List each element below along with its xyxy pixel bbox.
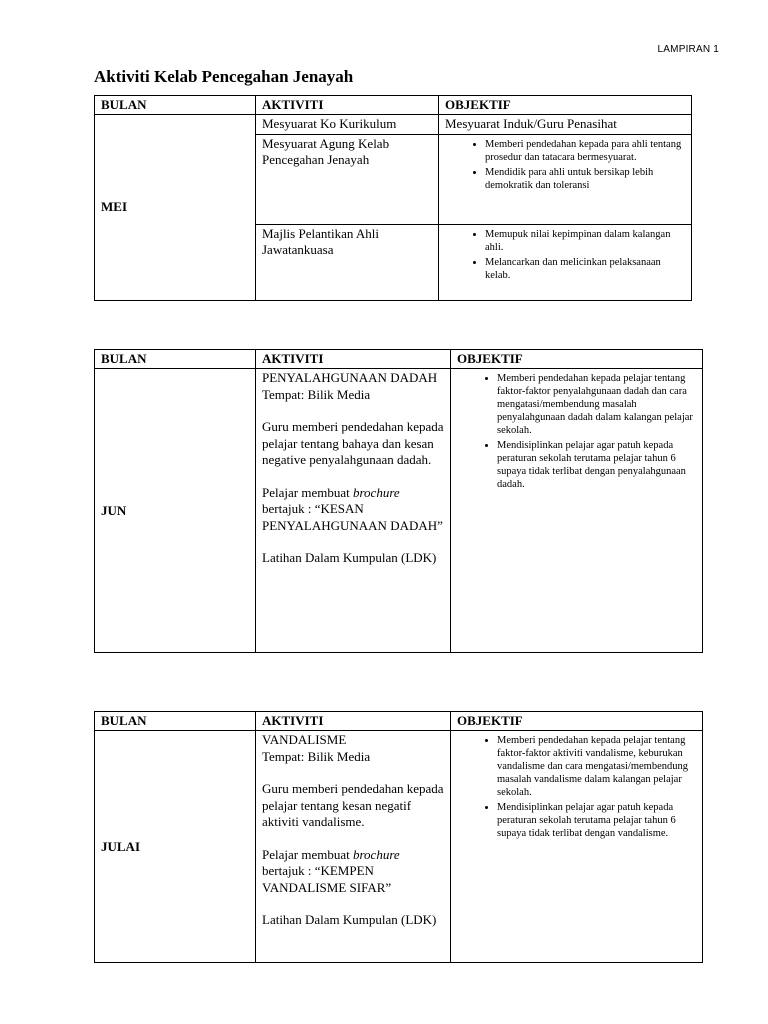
document-title: Aktiviti Kelab Pencegahan Jenayah (94, 67, 354, 86)
month-cell: MEI (95, 115, 256, 301)
list-item: • Mendidik para ahli untuk bersikap lebih demokratik dan toleransi (485, 166, 685, 192)
list-item: • Melancarkan dan melicinkan pelaksanaan kelab. (485, 256, 685, 282)
objective-cell: Mesyuarat Induk/Guru Penasihat (439, 115, 692, 135)
list-item: • Memberi pendedahan kepada pelajar tentang faktor-faktor aktiviti vandalisme, keburukan vandalisme dan cara mengatasi/membendung masalah vandalisme dalam kalangan pelajar sekolah. (497, 734, 696, 799)
list-item: • Memberi pendedahan kepada pelajar tentang faktor-faktor penyalahgunaan dadah dan cara mengatasi/membendung masalah penyalahgunaan dadah dalam kalangan pelajar sekolah. (497, 372, 696, 437)
activity-table-mei (94, 95, 692, 301)
column-header-objektif: OBJEKTIF (439, 96, 692, 115)
activity-cell: Mesyuarat Agung Kelab Pencegahan Jenayah (256, 134, 439, 224)
activity-title: PENYALAHGUNAAN DADAH (262, 370, 438, 385)
column-header-bulan: BULAN (95, 350, 256, 369)
table-row (95, 115, 692, 135)
column-header-aktiviti: AKTIVITI (256, 96, 439, 115)
lampiran-label: LAMPIRAN 1 (657, 44, 719, 55)
table-header-row (95, 350, 703, 369)
table-row (95, 369, 703, 653)
list-item: • Memupuk nilai kepimpinan dalam kalangan ahli. (485, 228, 685, 254)
objective-list (445, 228, 685, 282)
month-cell: JULAI (95, 731, 256, 963)
objective-list (457, 372, 696, 491)
activity-description: Guru memberi pendedahan kepada pelajar tentang kesan negatif aktiviti vandalisme. (262, 781, 444, 829)
column-header-bulan: BULAN (95, 712, 256, 731)
objective-cell (451, 731, 703, 963)
activity-table-jun (94, 349, 703, 653)
objective-cell (439, 224, 692, 300)
objective-cell (451, 369, 703, 653)
list-item: • Mendisiplinkan pelajar agar patuh kepada peraturan sekolah terutama pelajar tahun 6 supaya tidak terlibat dengan penyalahgunaan dadah. (497, 439, 696, 491)
activity-description: Guru memberi pendedahan kepada pelajar tentang bahaya dan kesan negative penyalahgunaan dadah. (262, 419, 444, 467)
activity-venue: Tempat: Bilik Media (262, 386, 371, 402)
activity-brochure: Pelajar membuat brochure bertajuk : “KEMPEN VANDALISME SIFAR” (262, 846, 400, 895)
list-item: • Memberi pendedahan kepada para ahli tentang prosedur dan tatacara bermesyuarat. (485, 138, 685, 164)
activity-cell (256, 731, 451, 963)
activity-cell: Mesyuarat Ko Kurikulum (256, 115, 439, 135)
objective-cell (439, 134, 692, 224)
activity-venue: Tempat: Bilik Media (262, 748, 371, 764)
activity-intro (262, 732, 444, 765)
objective-list (457, 734, 696, 840)
column-header-objektif: OBJEKTIF (451, 712, 703, 731)
activity-table-julai (94, 711, 703, 963)
activity-cell (256, 369, 451, 653)
month-cell: JUN (95, 369, 256, 653)
activity-ldk: Latihan Dalam Kumpulan (LDK) (262, 550, 437, 565)
list-item: • Mendisiplinkan pelajar agar patuh kepada peraturan sekolah terutama pelajar tahun 6 supaya tidak terlibat dengan vandalisme. (497, 801, 696, 840)
table-row (95, 731, 703, 963)
column-header-aktiviti: AKTIVITI (256, 712, 451, 731)
table-header-row (95, 712, 703, 731)
activity-title: VANDALISME (262, 732, 347, 747)
column-header-aktiviti: AKTIVITI (256, 350, 451, 369)
activity-intro (262, 370, 444, 403)
table-header-row (95, 96, 692, 115)
activity-brochure: Pelajar membuat brochure bertajuk : “KESAN PENYALAHGUNAAN DADAH” (262, 484, 443, 533)
activity-cell: Majlis Pelantikan Ahli Jawatankuasa (256, 224, 439, 300)
column-header-objektif: OBJEKTIF (451, 350, 703, 369)
objective-list (445, 138, 685, 192)
activity-ldk: Latihan Dalam Kumpulan (LDK) (262, 912, 437, 927)
column-header-bulan: BULAN (95, 96, 256, 115)
